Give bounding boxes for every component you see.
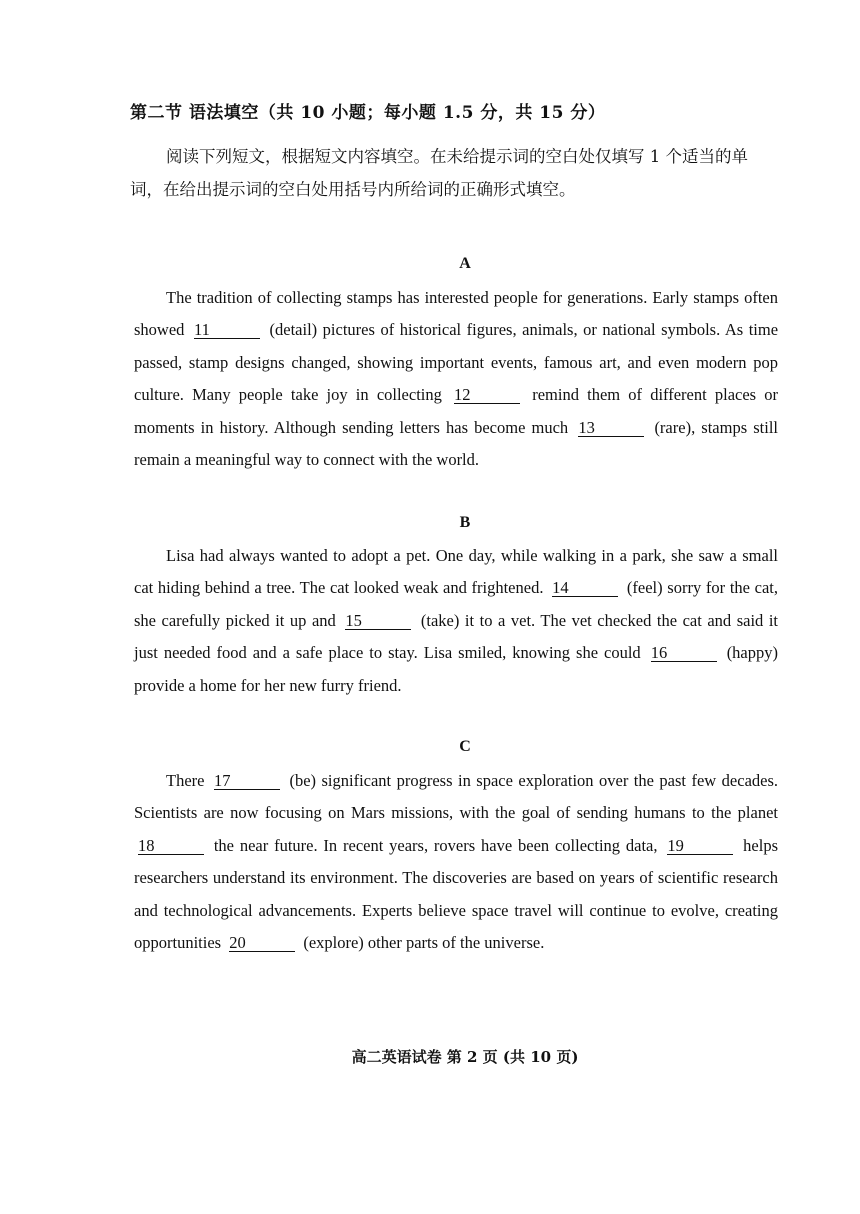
passage-a	[134, 282, 778, 476]
blank-12[interactable]: 12	[454, 386, 520, 404]
blank-16[interactable]: 16	[651, 644, 717, 662]
passage-text: There	[166, 771, 205, 790]
blank-13[interactable]: 13	[578, 419, 644, 437]
blank-17[interactable]: 17	[214, 772, 280, 790]
passage-text: the near future. In recent years, rovers have been collecting data,	[213, 835, 658, 855]
passage-c-label: C	[459, 738, 471, 755]
passage-text: Lisa had always wanted to adopt a pet. One day, while walking in a park, she saw a small cat hiding behind a tree. The cat looked weak and frightened.	[134, 546, 778, 598]
passage-text: (detail) pictures of historical figures, animals, or national symbols. As time passed, stamp designs changed, showing important events, famous art, and even modern pop culture. Many people take joy in collecting	[134, 320, 779, 405]
passage-a-label: A	[459, 255, 471, 272]
blank-19[interactable]: 19	[667, 837, 733, 855]
passage-text: (happy) provide a home for her new furry friend.	[134, 643, 779, 695]
passage-c	[134, 765, 778, 959]
passage-text: helps researchers understand its environment. The discoveries are based on years of scientific research and technological advancements. Experts believe space travel will continue to evolve, creating opportunities	[134, 835, 779, 953]
blank-20[interactable]: 20	[229, 934, 295, 952]
passage-text: (feel) sorry for the cat, she carefully picked it up and	[134, 578, 779, 630]
passage-text: (take) it to a vet. The vet checked the cat and said it just needed food and a safe place to stay. Lisa smiled, knowing she could	[134, 610, 778, 663]
blank-15[interactable]: 15	[345, 612, 411, 630]
passage-text: (rare), stamps still remain a meaningful way to connect with the world.	[134, 417, 779, 470]
page-footer: 高二英语试卷 第 2 页 (共 10 页)	[351, 1048, 579, 1066]
passage-text: The tradition of collecting stamps has interested people for generations. Early stamps often showed	[134, 288, 778, 340]
section-title: 第二节 语法填空（共 10 小题；每小题 1.5 分，共 15 分）	[130, 103, 606, 123]
passage-text: (explore) other parts of the universe.	[303, 933, 545, 953]
passage-text: remind them of different places or moments in history. Although sending letters has become much	[134, 385, 778, 437]
blank-11[interactable]: 11	[194, 321, 260, 339]
passage-b	[134, 540, 778, 702]
passage-b-label: B	[459, 514, 471, 531]
blank-18[interactable]: 18	[138, 837, 204, 855]
blank-14[interactable]: 14	[552, 579, 618, 597]
instruction-text: 阅读下列短文，根据短文内容填空。在未给提示词的空白处仅填写 1 个适当的单词，在给出提示词的空白处用括号内所给词的正确形式填空。	[130, 147, 748, 199]
passage-text: (be) significant progress in space exploration over the past few decades. Scientists are now focusing on Mars missions, with the goal of sending humans to the planet	[134, 771, 779, 823]
